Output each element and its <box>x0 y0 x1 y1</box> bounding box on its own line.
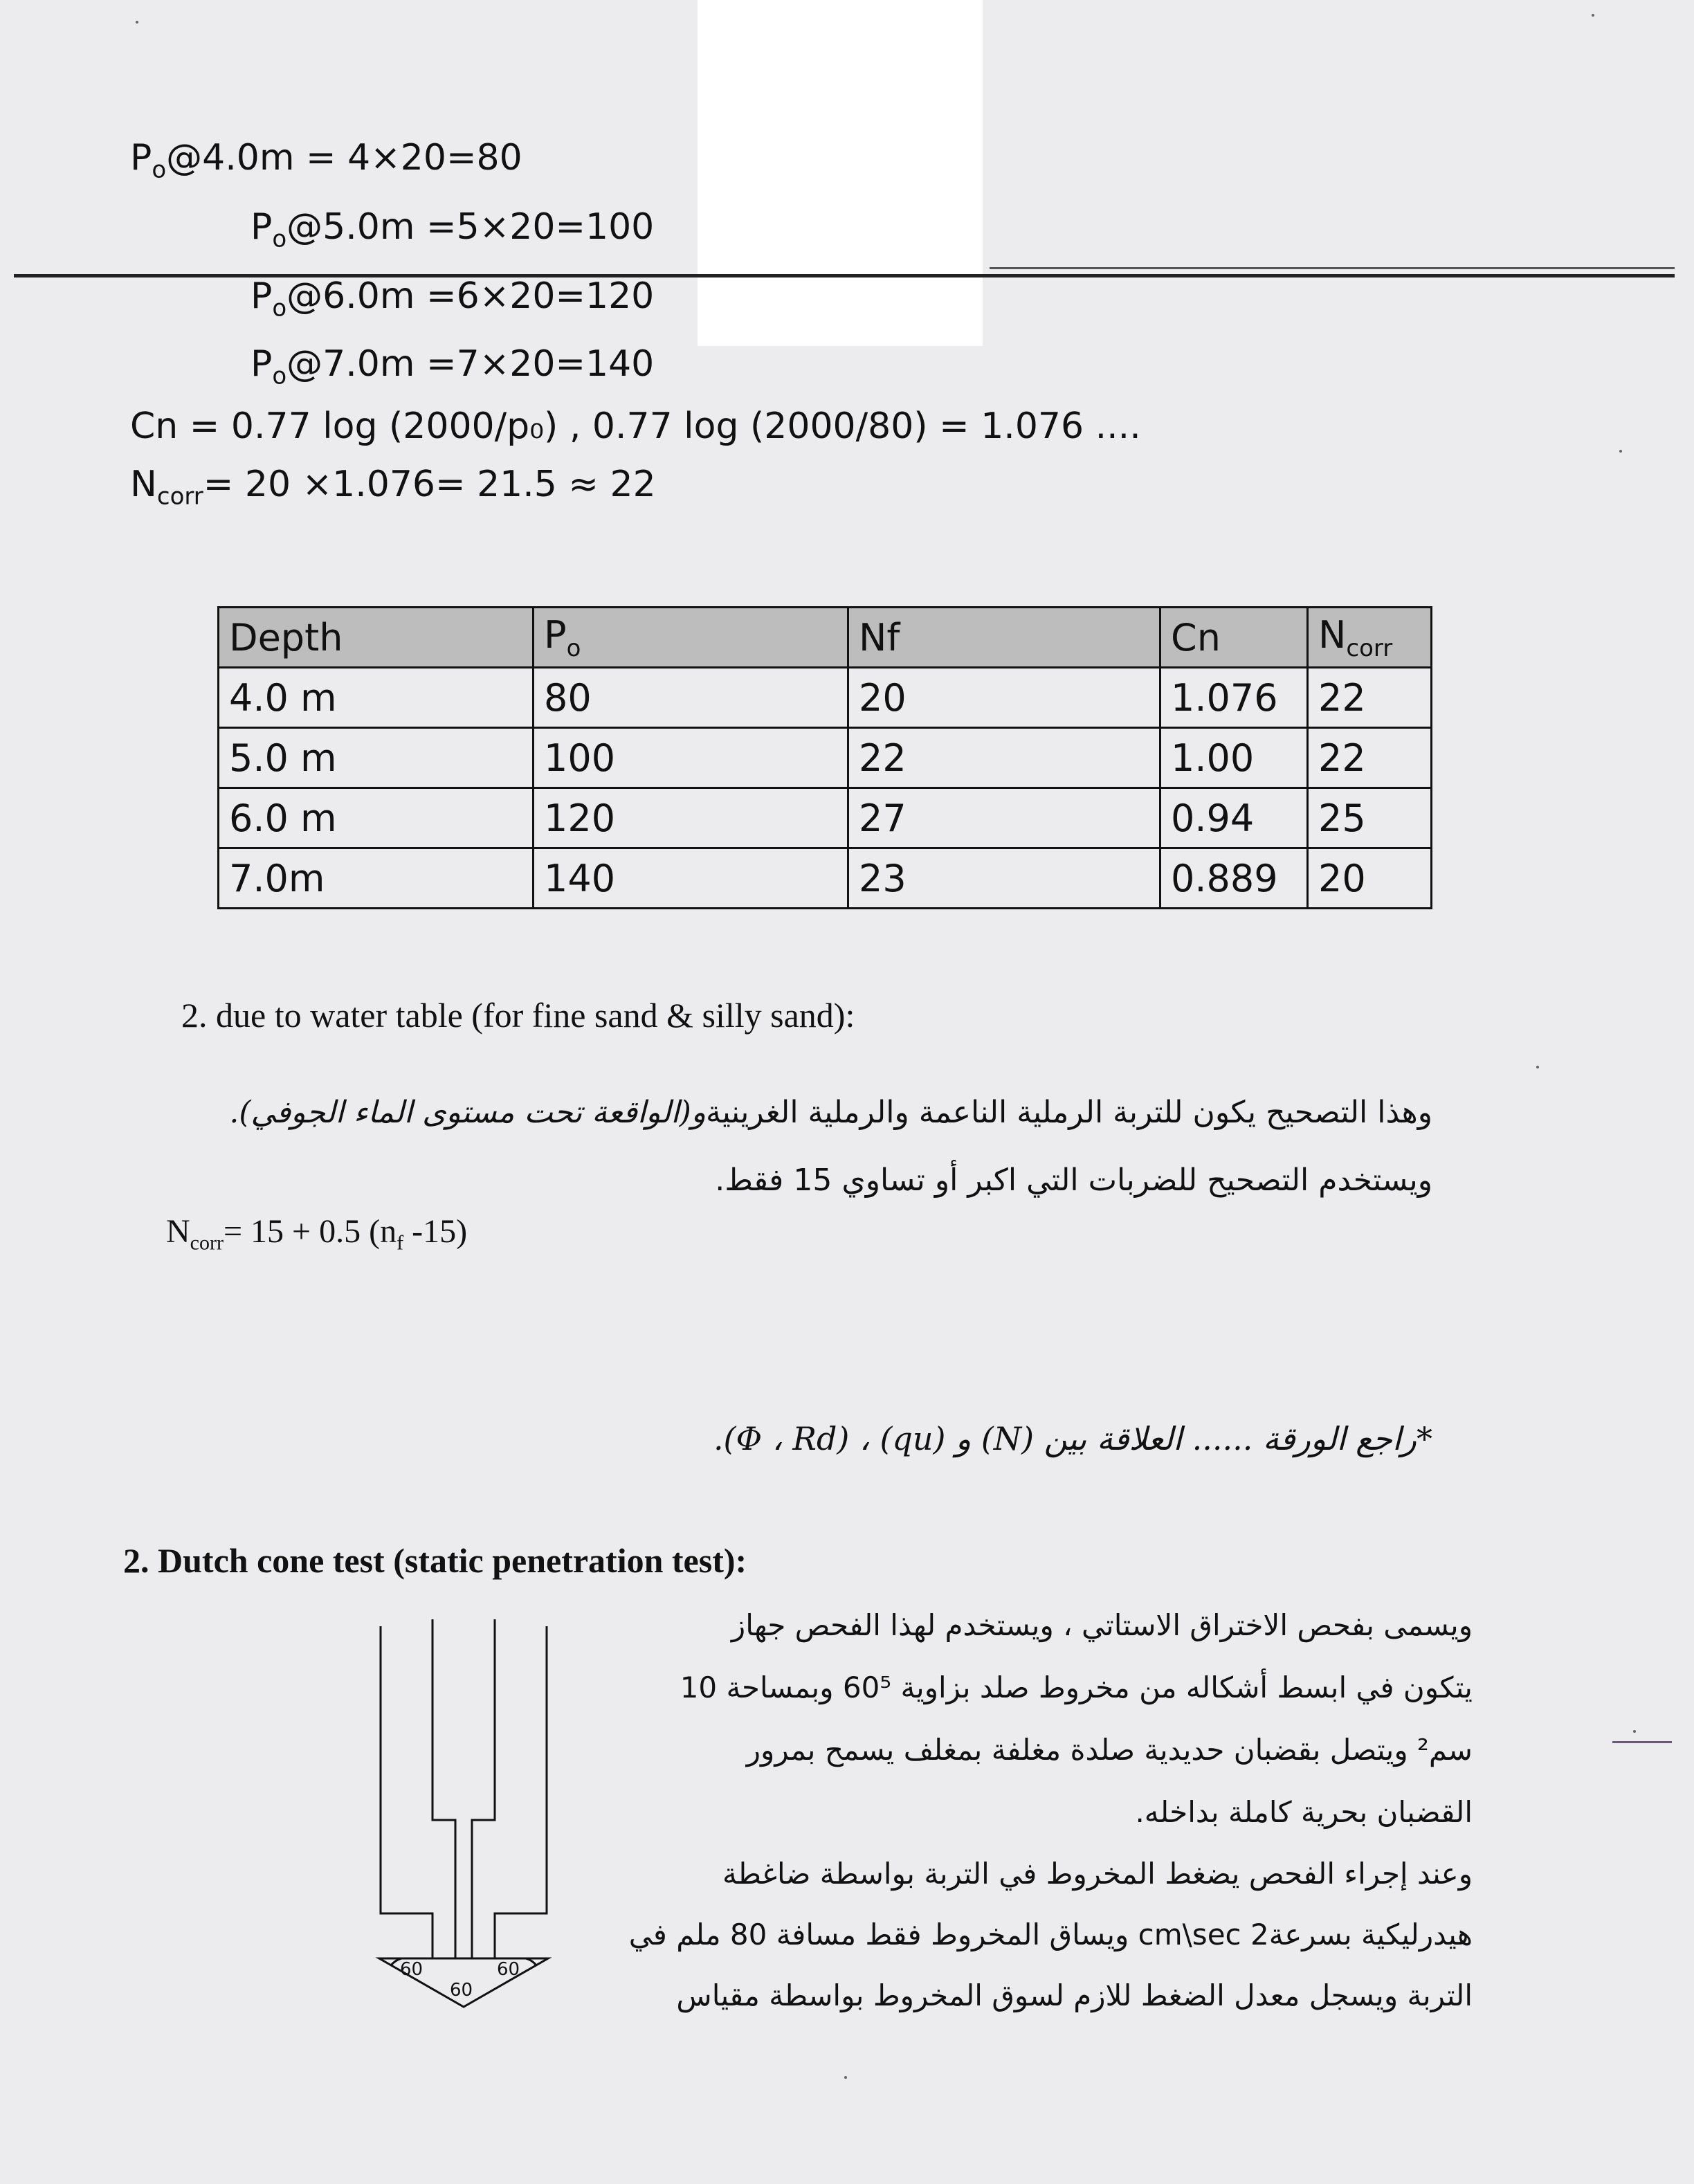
paragraph-line: القضبان بحرية كاملة بداخله. <box>1135 1795 1473 1829</box>
water-table-heading: 2. due to water table (for fine sand & silly sand): <box>181 996 855 1035</box>
margin-mark <box>1612 1741 1672 1743</box>
correction-table <box>217 606 1432 909</box>
scan-speck <box>136 21 138 24</box>
calc-line-6m: $P_o@6.0m =6\times 20=120$ <box>251 275 655 322</box>
cell: 6.0 m <box>219 788 534 848</box>
cell: 22 <box>1308 668 1432 728</box>
water-table-arabic-line1 <box>152 1095 1432 1130</box>
paragraph-line: التربة ويسجل معدل الضغط للازم لسوق المخروط بواسطة مقياس <box>676 1978 1473 2012</box>
calc-line-5m: $P_o@5.0m =5\times 20=100$ <box>251 206 655 253</box>
paragraph-line: ويسمى بفحص الاختراق الاستاتي ، ويستخدم لهذا الفحص جهاز <box>731 1608 1473 1642</box>
cell: 20 <box>848 668 1160 728</box>
scan-speck <box>1592 14 1594 17</box>
table-row <box>219 668 1432 728</box>
cell: 0.94 <box>1160 788 1308 848</box>
water-table-arabic-line2: ويستخدم التصحيح للضربات التي اكبر أو تساوي 15 فقط. <box>715 1163 1432 1198</box>
scan-speck <box>1633 1730 1636 1733</box>
table-row <box>219 728 1432 788</box>
scan-speck <box>1536 1066 1539 1068</box>
handwritten-note: و(الواقعة تحت مستوى الماء الجوفي). <box>229 1095 707 1130</box>
angle-label-left: 60 <box>400 1959 424 1980</box>
cell: 7.0m <box>219 848 534 909</box>
cell: 25 <box>1308 788 1432 848</box>
angle-label-right: 60 <box>497 1959 520 1980</box>
cell: 4.0 m <box>219 668 534 728</box>
rod-left <box>432 1619 455 1958</box>
cell: 22 <box>1308 728 1432 788</box>
paragraph-line: وعند إجراء الفحص يضغط المخروط في التربة بواسطة ضاغطة <box>722 1857 1473 1891</box>
cone-outer-right <box>495 1626 547 1958</box>
cell: 1.00 <box>1160 728 1308 788</box>
cell: 0.889 <box>1160 848 1308 909</box>
cn-formula: Cn = 0.77 log (2000/p₀) , 0.77 log (2000/80) = 1.076 .... <box>130 406 1141 447</box>
calc-line-4m: $P_o@4.0m = 4\times 20=80$ <box>130 137 522 184</box>
ncorr-result: $N_{corr}= 20 \times 1.076= 21.5 \approx 22$ <box>130 464 656 511</box>
scan-speck <box>1619 450 1622 453</box>
header-depth: Depth <box>219 608 534 668</box>
arabic-text: وهذا التصحيح يكون للتربة الرملية الناعمة والرملية الغرينية <box>706 1095 1432 1130</box>
dutch-paragraph-1 <box>609 1594 1473 1844</box>
paragraph-line: هيدرليكية بسرعة2 cm\sec ويساق المخروط فقط مسافة 80 ملم في <box>628 1918 1473 1951</box>
rod-right <box>472 1619 495 1958</box>
dutch-paragraph-2 <box>609 1844 1473 2026</box>
header-nf: Nf <box>848 608 1160 668</box>
cell: 1.076 <box>1160 668 1308 728</box>
calc-line-7m: $P_o@7.0m =7\times 20=140$ <box>251 343 655 390</box>
cone-outer-left <box>381 1626 432 1958</box>
cell: 27 <box>848 788 1160 848</box>
dutch-cone-heading: 2. Dutch cone test (static penetration test): <box>123 1541 747 1580</box>
water-table-formula: $N_{corr}= 15 + 0.5$ ($n_f$ -15) <box>166 1213 468 1255</box>
cell: 23 <box>848 848 1160 909</box>
dutch-cone-diagram <box>360 1619 567 2014</box>
paragraph-line: يتكون في ابسط أشكاله من مخروط صلد بزاوية 60⁵ وبمساحة 10 <box>680 1671 1473 1704</box>
blank-white-box <box>698 0 983 346</box>
handwritten-reference-note: *راجع الورقة ...... العلاقة بين (N) و (qu) ، (Φ ، Rd). <box>713 1420 1432 1457</box>
cell: 100 <box>534 728 848 788</box>
cell: 22 <box>848 728 1160 788</box>
angle-label-bottom: 60 <box>450 1980 473 2001</box>
cell: 80 <box>534 668 848 728</box>
header-cn: Cn <box>1160 608 1308 668</box>
table-row <box>219 848 1432 909</box>
table-row <box>219 788 1432 848</box>
cell: 120 <box>534 788 848 848</box>
header-po: $P_o$ <box>534 608 848 668</box>
cell: 5.0 m <box>219 728 534 788</box>
scan-speck <box>844 2076 847 2079</box>
paragraph-line: سم² ويتصل بقضبان حديدية صلدة مغلفة بمغلف يسمح بمرور <box>746 1733 1473 1767</box>
table-header-row <box>219 608 1432 668</box>
horizontal-rule-right <box>990 267 1675 269</box>
cell: 140 <box>534 848 848 909</box>
header-ncorr: $N_{corr}$ <box>1308 608 1432 668</box>
cell: 20 <box>1308 848 1432 909</box>
